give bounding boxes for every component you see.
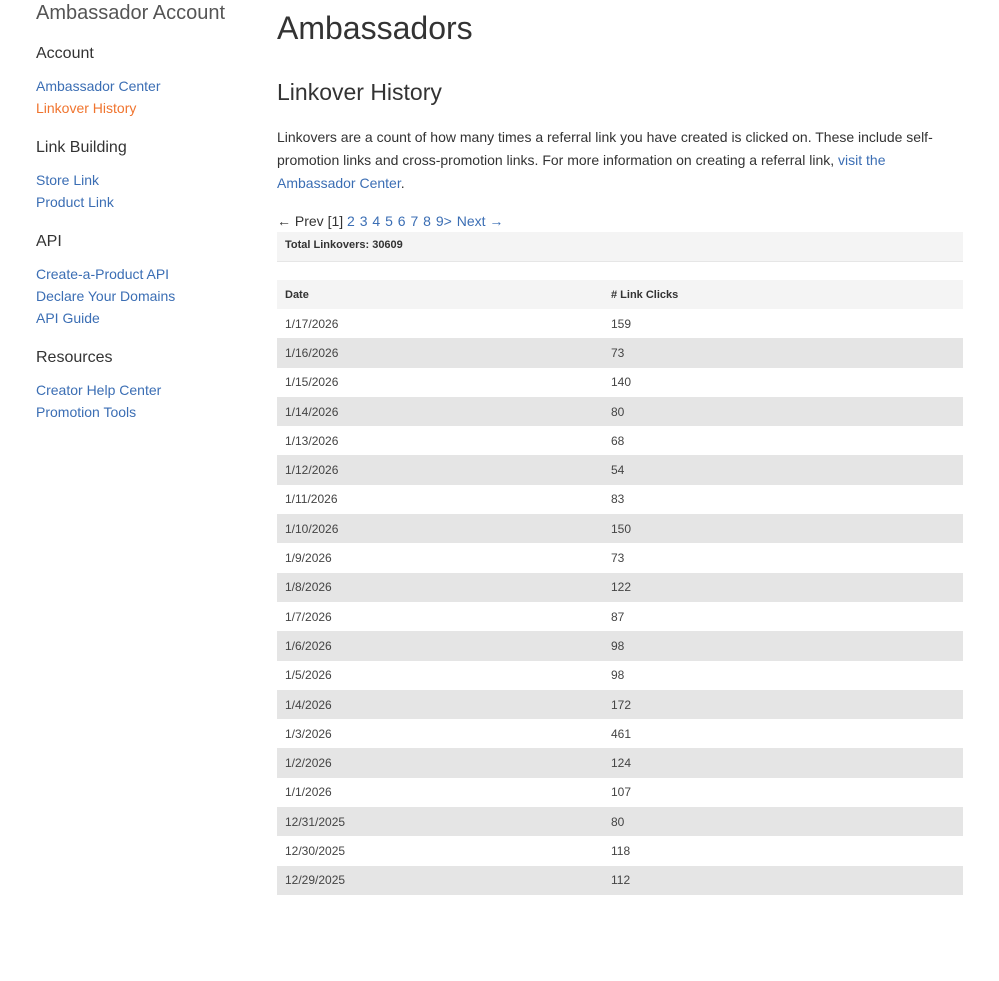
sidebar-title: Ambassador Account bbox=[36, 2, 225, 24]
page-link[interactable]: 6 bbox=[397, 213, 406, 229]
date-cell: 1/1/2026 bbox=[285, 785, 332, 800]
table-row bbox=[277, 485, 963, 514]
clicks-cell: 87 bbox=[611, 609, 625, 624]
clicks-cell: 73 bbox=[603, 338, 963, 367]
section-title: Linkover History bbox=[277, 79, 442, 105]
table-row bbox=[277, 309, 963, 338]
date-cell: 12/31/2025 bbox=[277, 807, 603, 836]
clicks-cell: 122 bbox=[603, 573, 963, 602]
clicks-cell: 172 bbox=[603, 690, 963, 719]
date-cell: 1/4/2026 bbox=[277, 690, 603, 719]
description-end: . bbox=[400, 175, 405, 191]
clicks-cell: 124 bbox=[603, 748, 963, 777]
clicks-cell: 118 bbox=[611, 843, 631, 858]
sidebar-section-heading: Link Building bbox=[36, 139, 127, 156]
date-cell: 1/9/2026 bbox=[285, 551, 332, 566]
page-title: Ambassadors bbox=[277, 10, 473, 46]
sidebar-section-heading: API bbox=[36, 233, 62, 250]
table-row bbox=[277, 338, 963, 367]
description bbox=[277, 126, 963, 195]
table-row bbox=[277, 778, 963, 807]
date-cell: 1/7/2026 bbox=[285, 609, 332, 624]
table-row bbox=[277, 866, 963, 895]
total-linkovers: Total Linkovers: 30609 bbox=[277, 232, 963, 262]
page-link[interactable]: 5 bbox=[385, 213, 393, 229]
clicks-cell: 98 bbox=[603, 631, 963, 660]
date-cell: 1/8/2026 bbox=[277, 573, 603, 602]
linkover-table bbox=[277, 280, 963, 895]
table-row bbox=[277, 748, 963, 777]
sidebar bbox=[36, 0, 256, 423]
sidebar-link[interactable]: Promotion Tools bbox=[36, 404, 137, 420]
date-cell: 1/13/2026 bbox=[285, 433, 339, 448]
table-row bbox=[277, 397, 963, 426]
clicks-cell: 73 bbox=[611, 551, 625, 566]
sidebar-link[interactable]: Linkover History bbox=[36, 100, 137, 116]
table-header-row bbox=[277, 280, 963, 309]
table-row bbox=[277, 426, 963, 455]
date-cell: 1/14/2026 bbox=[277, 397, 603, 426]
clicks-cell: 107 bbox=[611, 785, 632, 800]
sidebar-link[interactable]: API Guide bbox=[36, 310, 100, 326]
date-cell: 1/3/2026 bbox=[285, 726, 332, 741]
page-link[interactable]: 2 bbox=[347, 213, 355, 229]
sidebar-link[interactable]: Product Link bbox=[36, 194, 114, 210]
clicks-cell: 83 bbox=[611, 492, 625, 507]
page-link[interactable]: 4 bbox=[372, 213, 381, 229]
sidebar-link[interactable]: Store Link bbox=[36, 172, 100, 188]
table-row bbox=[277, 690, 963, 719]
date-cell: 1/5/2026 bbox=[285, 668, 332, 683]
prev-label: ← Prev bbox=[277, 213, 324, 229]
date-header: Date bbox=[277, 280, 603, 309]
date-cell: 1/15/2026 bbox=[285, 375, 339, 390]
clicks-cell: 68 bbox=[611, 433, 625, 448]
clicks-cell: 54 bbox=[603, 455, 963, 484]
table-row bbox=[277, 602, 963, 631]
clicks-cell: 159 bbox=[611, 316, 632, 331]
date-cell: 1/17/2026 bbox=[285, 316, 339, 331]
clicks-cell: 140 bbox=[611, 375, 632, 390]
table-row bbox=[277, 514, 963, 543]
sidebar-link[interactable]: Declare Your Domains bbox=[36, 288, 176, 304]
page-link[interactable]: 9> bbox=[435, 213, 452, 229]
current-page: [1] bbox=[327, 213, 344, 229]
date-cell: 1/6/2026 bbox=[277, 631, 603, 660]
table-row bbox=[277, 661, 963, 690]
table-row bbox=[277, 719, 963, 748]
page-link[interactable]: 8 bbox=[423, 213, 431, 229]
table-row bbox=[277, 573, 963, 602]
next-page-link[interactable]: Next → bbox=[456, 213, 504, 229]
date-cell: 1/10/2026 bbox=[277, 514, 603, 543]
main-content bbox=[277, 0, 963, 895]
table-row bbox=[277, 836, 963, 865]
sidebar-link[interactable]: Create-a-Product API bbox=[36, 266, 170, 282]
clicks-cell: 150 bbox=[603, 514, 963, 543]
table-row bbox=[277, 807, 963, 836]
table-row bbox=[277, 631, 963, 660]
sidebar-section-heading: Resources bbox=[36, 349, 113, 366]
clicks-cell: 80 bbox=[603, 807, 963, 836]
date-cell: 12/30/2025 bbox=[285, 843, 346, 858]
description-text: Linkovers are a count of how many times a referral link you have created is clicked on. These include self-promotion links and cross-promotion links. For more information on creating a referral link, bbox=[277, 129, 933, 168]
date-cell: 12/29/2025 bbox=[277, 866, 603, 895]
clicks-cell: 461 bbox=[611, 726, 632, 741]
date-cell: 1/16/2026 bbox=[277, 338, 603, 367]
clicks-cell: 98 bbox=[611, 668, 625, 683]
page-link[interactable]: 3 bbox=[359, 213, 368, 229]
sidebar-section-heading: Account bbox=[36, 45, 94, 62]
date-cell: 1/11/2026 bbox=[285, 492, 338, 507]
clicks-cell: 112 bbox=[603, 866, 963, 895]
pagination bbox=[277, 213, 963, 229]
date-cell: 1/12/2026 bbox=[277, 455, 603, 484]
clicks-header: # Link Clicks bbox=[603, 280, 963, 309]
ambassador-center-link[interactable]: visit the Ambassador Center bbox=[277, 152, 886, 191]
page-link[interactable]: 7 bbox=[410, 213, 419, 229]
table-row bbox=[277, 455, 963, 484]
table-row bbox=[277, 368, 963, 397]
sidebar-link[interactable]: Ambassador Center bbox=[36, 78, 161, 94]
clicks-cell: 80 bbox=[603, 397, 963, 426]
date-cell: 1/2/2026 bbox=[277, 748, 603, 777]
sidebar-link[interactable]: Creator Help Center bbox=[36, 382, 162, 398]
table-row bbox=[277, 543, 963, 572]
